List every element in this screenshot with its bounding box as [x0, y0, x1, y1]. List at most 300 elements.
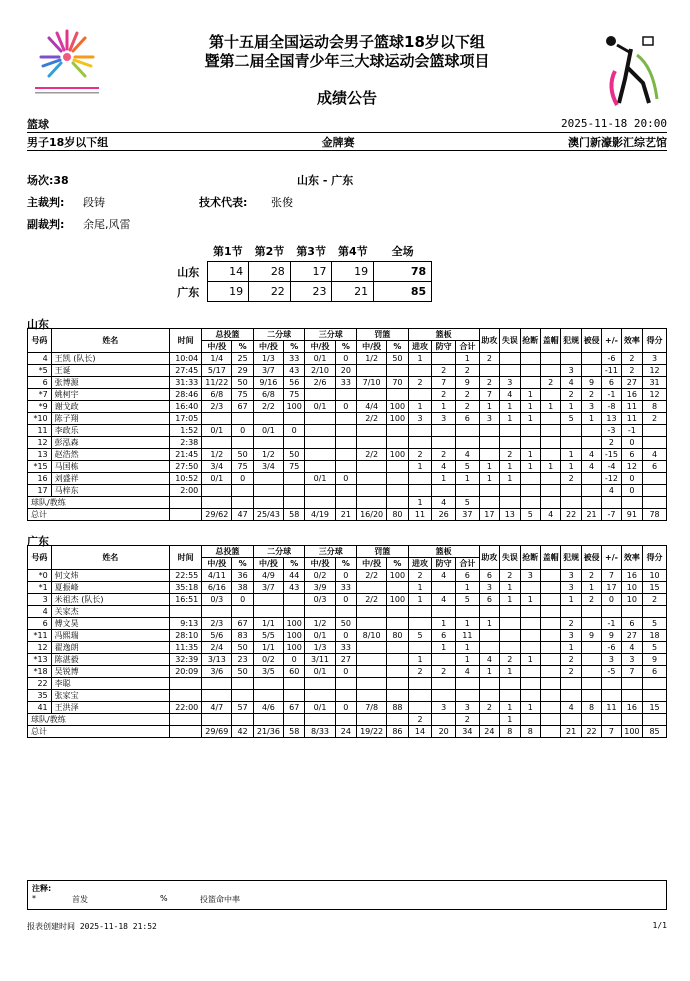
game-info — [27, 169, 667, 235]
stat-cell — [540, 437, 560, 449]
stat-cell — [432, 654, 456, 666]
stat-cell: 88 — [387, 702, 409, 714]
stat-cell: 80 — [387, 509, 409, 521]
umpires-names: 余尾,风雷 — [83, 218, 131, 231]
player-name: 陈湛毅 — [51, 654, 169, 666]
player-row — [28, 413, 667, 425]
player-name: 关家杰 — [51, 606, 169, 618]
stat-cell — [520, 485, 540, 497]
stat-cell: 10:04 — [169, 353, 201, 365]
player-number: 6 — [28, 377, 52, 389]
stat-cell — [357, 485, 387, 497]
player-row — [28, 702, 667, 714]
header-fg3: 三分球 — [305, 329, 357, 341]
stat-cell — [561, 714, 581, 726]
stat-cell: -7 — [602, 509, 621, 521]
stat-cell: 1/2 — [202, 449, 232, 461]
stat-cell: 100 — [387, 413, 409, 425]
stat-cell: 5 — [408, 630, 432, 642]
title-line-2: 暨第二届全国青少年三大球运动会篮球项目 — [204, 52, 490, 70]
stat-cell: 29/62 — [202, 509, 232, 521]
header-made-attempted: 中/投 — [305, 341, 335, 353]
notes-label: 注释: — [32, 884, 52, 893]
stat-cell: 0/3 — [305, 594, 335, 606]
player-number: 12 — [28, 437, 52, 449]
note-value: 投篮命中率 — [200, 895, 240, 904]
stat-cell: 5 — [643, 642, 667, 654]
stat-cell — [520, 678, 540, 690]
stat-cell — [253, 678, 283, 690]
stat-cell: 21 — [581, 509, 601, 521]
header-number: 号码 — [28, 329, 52, 353]
player-name: 米祖杰 (队长) — [51, 594, 169, 606]
header-time: 时间 — [169, 329, 201, 353]
stat-cell — [387, 714, 409, 726]
sport-pictogram — [597, 27, 667, 107]
stat-cell — [387, 654, 409, 666]
stat-cell — [520, 714, 540, 726]
stat-cell: 20 — [432, 726, 456, 738]
stat-cell — [202, 606, 232, 618]
stat-cell — [520, 582, 540, 594]
stat-cell — [357, 473, 387, 485]
stat-cell: 2 — [500, 570, 520, 582]
stat-cell: 5/5 — [253, 630, 283, 642]
stat-cell: 27 — [335, 654, 357, 666]
stat-cell — [581, 654, 601, 666]
stat-cell: 1 — [500, 461, 520, 473]
stat-cell — [335, 690, 357, 702]
stat-cell: 3 — [408, 413, 432, 425]
header-pm: +/- — [602, 546, 621, 570]
stat-cell — [540, 630, 560, 642]
stat-cell — [232, 606, 254, 618]
stat-cell: 2/2 — [253, 401, 283, 413]
player-name: 张家宝 — [51, 690, 169, 702]
stat-cell: 50 — [232, 449, 254, 461]
header-name: 姓名 — [51, 546, 169, 570]
stat-cell: 3 — [581, 401, 601, 413]
stat-cell — [335, 497, 357, 509]
player-name: 刘盛祥 — [51, 473, 169, 485]
stat-cell: 2 — [561, 389, 581, 401]
stat-cell: 50 — [232, 642, 254, 654]
player-number: 16 — [28, 473, 52, 485]
stat-cell: 67 — [232, 401, 254, 413]
matchup: 山东 - 广东 — [297, 174, 354, 187]
stat-cell: 1 — [432, 401, 456, 413]
stat-cell: 50 — [232, 666, 254, 678]
player-name: 马国栋 — [51, 461, 169, 473]
player-row — [28, 618, 667, 630]
player-name: 马梓东 — [51, 485, 169, 497]
stat-cell: 1 — [408, 582, 432, 594]
header-number: 号码 — [28, 546, 52, 570]
player-number: 17 — [28, 485, 52, 497]
stat-cell: 1/3 — [305, 642, 335, 654]
stat-cell: 1 — [561, 642, 581, 654]
stat-cell: 4 — [432, 461, 456, 473]
player-name: 夏振峰 — [51, 582, 169, 594]
report-datetime: 2025-11-18 20:00 — [561, 117, 667, 130]
stat-cell: 2 — [479, 353, 499, 365]
stat-cell: 4 — [432, 570, 456, 582]
stat-cell — [305, 485, 335, 497]
player-row — [28, 449, 667, 461]
stat-cell — [408, 365, 432, 377]
stat-cell — [432, 437, 456, 449]
stat-cell: 6/16 — [202, 582, 232, 594]
stat-cell: 10 — [621, 594, 643, 606]
team2-stats-table — [27, 545, 667, 738]
stat-cell — [561, 425, 581, 437]
header-percent: % — [283, 341, 305, 353]
stat-cell: 2/4 — [202, 642, 232, 654]
stat-cell: 6 — [643, 461, 667, 473]
quarter-score: 17 — [290, 262, 332, 282]
stat-cell: 1 — [432, 642, 456, 654]
stat-cell: 67 — [283, 702, 305, 714]
stat-cell: 6/8 — [202, 389, 232, 401]
title-line-1: 第十五届全国运动会男子篮球18岁以下组 — [209, 33, 485, 51]
stat-cell — [479, 365, 499, 377]
player-number: 22 — [28, 678, 52, 690]
player-number: *0 — [28, 570, 52, 582]
stat-cell: 6 — [621, 618, 643, 630]
game-number: 场次:38 — [27, 174, 69, 187]
stat-cell: 1 — [500, 702, 520, 714]
header-made-attempted: 中/投 — [253, 341, 283, 353]
player-number: *7 — [28, 389, 52, 401]
stat-cell: 0/2 — [253, 654, 283, 666]
stat-cell — [456, 485, 480, 497]
stat-cell — [602, 497, 621, 509]
player-number: *1 — [28, 582, 52, 594]
stat-cell — [335, 461, 357, 473]
stat-cell — [621, 606, 643, 618]
stat-cell: 75 — [232, 461, 254, 473]
stat-cell: 42 — [232, 726, 254, 738]
stat-cell — [357, 461, 387, 473]
stat-cell: 29/69 — [202, 726, 232, 738]
stat-cell: 15 — [643, 582, 667, 594]
stat-cell: 2 — [456, 365, 480, 377]
stat-cell — [561, 437, 581, 449]
player-number: *9 — [28, 401, 52, 413]
stat-cell — [643, 606, 667, 618]
stat-cell — [253, 437, 283, 449]
stat-cell: 5 — [456, 594, 480, 606]
stat-cell — [169, 606, 201, 618]
header-reb-tot: 合计 — [456, 558, 480, 570]
stat-cell: 32:39 — [169, 654, 201, 666]
stat-cell: 1 — [408, 594, 432, 606]
stat-cell: 78 — [643, 509, 667, 521]
stat-cell: 44 — [283, 570, 305, 582]
stat-cell — [335, 425, 357, 437]
stat-cell: 1 — [500, 666, 520, 678]
player-row — [28, 401, 667, 413]
stat-cell: 3 — [561, 365, 581, 377]
player-row — [28, 630, 667, 642]
stat-cell: 5 — [643, 618, 667, 630]
stat-cell: 9 — [643, 654, 667, 666]
stat-cell: -5 — [602, 666, 621, 678]
stat-cell — [232, 413, 254, 425]
stat-cell — [643, 425, 667, 437]
stat-cell — [520, 642, 540, 654]
stat-cell: 31 — [643, 377, 667, 389]
stat-cell — [540, 666, 560, 678]
stat-cell: 1 — [561, 461, 581, 473]
stat-cell — [305, 449, 335, 461]
stat-cell: 0 — [621, 485, 643, 497]
team1-name: 山东 — [27, 318, 49, 331]
stat-cell: 0 — [621, 473, 643, 485]
stat-cell — [408, 389, 432, 401]
stat-cell: 2 — [561, 473, 581, 485]
stat-cell — [169, 497, 201, 509]
stat-cell — [232, 690, 254, 702]
stat-cell — [540, 449, 560, 461]
stat-cell: 8/10 — [357, 630, 387, 642]
header-pts: 得分 — [643, 329, 667, 353]
stat-cell: 100 — [387, 401, 409, 413]
note-key: * — [32, 894, 36, 903]
stat-cell — [202, 437, 232, 449]
stat-cell — [305, 461, 335, 473]
stat-cell — [520, 666, 540, 678]
stat-cell: 4 — [602, 485, 621, 497]
player-number: 3 — [28, 594, 52, 606]
stat-cell: 5 — [561, 413, 581, 425]
stat-cell: 22:00 — [169, 702, 201, 714]
stat-cell — [500, 497, 520, 509]
stat-cell: -4 — [602, 461, 621, 473]
player-name: 翟逸朗 — [51, 642, 169, 654]
stat-cell: 6 — [456, 570, 480, 582]
q2-header: 第2节 — [254, 245, 285, 258]
stat-cell — [540, 353, 560, 365]
header-reb-off: 进攻 — [408, 558, 432, 570]
stat-cell: -12 — [602, 473, 621, 485]
stat-cell: 16 — [621, 702, 643, 714]
stat-cell — [479, 690, 499, 702]
stat-cell: 19/22 — [357, 726, 387, 738]
header-reb-tot: 合计 — [456, 341, 480, 353]
stat-cell — [602, 678, 621, 690]
stat-cell: 38 — [232, 582, 254, 594]
stat-cell: -3 — [602, 425, 621, 437]
stat-cell: 2 — [456, 714, 480, 726]
stat-cell: 9 — [581, 630, 601, 642]
stat-cell: 4 — [621, 642, 643, 654]
stat-cell — [581, 437, 601, 449]
quarter-score: 23 — [290, 282, 332, 302]
stat-cell: 16/20 — [357, 509, 387, 521]
stat-cell: 3/9 — [305, 582, 335, 594]
stat-cell — [232, 714, 254, 726]
stat-cell: 2 — [621, 365, 643, 377]
player-name: 姚柯宇 — [51, 389, 169, 401]
stat-cell: 4 — [581, 461, 601, 473]
stat-cell — [581, 353, 601, 365]
stat-cell: 12 — [643, 389, 667, 401]
stat-cell — [581, 666, 601, 678]
stat-cell: 1 — [581, 582, 601, 594]
stat-cell: 16 — [621, 570, 643, 582]
stat-cell — [561, 353, 581, 365]
report-header — [27, 15, 667, 115]
stat-cell: 2/2 — [357, 413, 387, 425]
stat-cell: 33 — [335, 582, 357, 594]
team-coach-row — [28, 497, 667, 509]
stat-cell: 2 — [500, 449, 520, 461]
stat-cell: 16:51 — [169, 594, 201, 606]
stat-cell — [408, 473, 432, 485]
stat-cell — [202, 714, 232, 726]
report-title — [27, 33, 667, 71]
stat-cell: 83 — [232, 630, 254, 642]
stat-cell — [387, 485, 409, 497]
stat-cell — [357, 365, 387, 377]
stat-cell: 0/1 — [202, 473, 232, 485]
stat-cell: 2/2 — [357, 594, 387, 606]
stat-cell — [540, 473, 560, 485]
row-label: 总计 — [28, 509, 170, 521]
stat-cell: 6 — [479, 570, 499, 582]
stat-cell: 21/36 — [253, 726, 283, 738]
stat-cell — [305, 389, 335, 401]
stat-cell: 1 — [500, 413, 520, 425]
player-number: *10 — [28, 413, 52, 425]
stat-cell: 57 — [232, 702, 254, 714]
stat-cell — [540, 497, 560, 509]
stat-cell — [520, 606, 540, 618]
stat-cell: 1/2 — [253, 449, 283, 461]
player-row — [28, 678, 667, 690]
player-name: 谢戈政 — [51, 401, 169, 413]
stat-cell: 47 — [232, 509, 254, 521]
header-percent: % — [283, 558, 305, 570]
stat-cell — [500, 678, 520, 690]
stat-cell: 0 — [621, 437, 643, 449]
stat-cell: 80 — [387, 630, 409, 642]
stat-cell: 5 — [456, 497, 480, 509]
stat-cell — [357, 654, 387, 666]
stat-cell: 6 — [456, 413, 480, 425]
stat-cell: 2/3 — [202, 618, 232, 630]
header-pts: 得分 — [643, 546, 667, 570]
player-name: 陈子翔 — [51, 413, 169, 425]
player-name: 李政乐 — [51, 425, 169, 437]
stat-cell — [253, 714, 283, 726]
stat-cell — [643, 473, 667, 485]
stat-cell: 0 — [335, 570, 357, 582]
header-name: 姓名 — [51, 329, 169, 353]
stat-cell: 0 — [335, 630, 357, 642]
stat-cell: 21:45 — [169, 449, 201, 461]
stat-cell — [479, 497, 499, 509]
stat-cell: 0/1 — [305, 666, 335, 678]
header-fg2: 二分球 — [253, 329, 305, 341]
stat-cell — [561, 606, 581, 618]
stat-cell — [581, 485, 601, 497]
stat-cell — [357, 690, 387, 702]
player-number: *18 — [28, 666, 52, 678]
stat-cell: 2 — [581, 389, 601, 401]
stat-cell: 7 — [621, 666, 643, 678]
header-ast: 助攻 — [479, 329, 499, 353]
player-number: 4 — [28, 606, 52, 618]
player-number: 35 — [28, 690, 52, 702]
stat-cell — [621, 714, 643, 726]
stat-cell: 2 — [432, 365, 456, 377]
stat-cell — [432, 690, 456, 702]
stat-cell — [283, 714, 305, 726]
stat-cell: 36 — [232, 570, 254, 582]
stat-cell: 23 — [232, 654, 254, 666]
stat-cell: 12 — [643, 365, 667, 377]
header-pf: 犯规 — [561, 329, 581, 353]
stat-cell — [520, 377, 540, 389]
stat-cell: 35:18 — [169, 582, 201, 594]
stat-cell: 1 — [456, 353, 480, 365]
stat-cell: 1 — [432, 618, 456, 630]
stat-cell: 2 — [643, 413, 667, 425]
header-row-2 — [27, 133, 667, 151]
stat-cell: 27:45 — [169, 365, 201, 377]
player-name: 王凯 (队长) — [51, 353, 169, 365]
stat-cell: 22 — [561, 509, 581, 521]
stat-cell: 2/6 — [305, 377, 335, 389]
stat-cell: 2 — [602, 437, 621, 449]
player-row — [28, 690, 667, 702]
stat-cell — [581, 606, 601, 618]
header-eff: 效率 — [621, 329, 643, 353]
stat-cell: 3 — [432, 413, 456, 425]
team2-name: 广东 — [27, 535, 49, 548]
stat-cell: 1 — [479, 461, 499, 473]
stat-cell: 4/19 — [305, 509, 335, 521]
note-key: % — [160, 894, 168, 903]
stat-cell: 11 — [621, 401, 643, 413]
stat-cell: 6 — [432, 630, 456, 642]
stat-cell: 11/22 — [202, 377, 232, 389]
header-to: 失误 — [500, 546, 520, 570]
stat-cell: 2 — [479, 702, 499, 714]
stat-cell: 100 — [387, 594, 409, 606]
stat-cell: 3 — [500, 377, 520, 389]
stat-cell — [253, 413, 283, 425]
stat-cell: 3/4 — [253, 461, 283, 473]
stat-cell: 1 — [561, 401, 581, 413]
header-time: 时间 — [169, 546, 201, 570]
stat-cell — [387, 606, 409, 618]
stat-cell: 9:13 — [169, 618, 201, 630]
stat-cell: -1 — [621, 425, 643, 437]
stat-cell: 100 — [283, 618, 305, 630]
player-name: 李聪 — [51, 678, 169, 690]
stat-cell: 3 — [479, 413, 499, 425]
header-ast: 助攻 — [479, 546, 499, 570]
player-name: 何文炜 — [51, 570, 169, 582]
venue-label: 澳门新濠影汇综艺馆 — [568, 135, 667, 149]
stat-cell — [540, 365, 560, 377]
stat-cell — [305, 690, 335, 702]
stat-cell — [581, 678, 601, 690]
umpires-label: 副裁判: — [27, 218, 65, 231]
